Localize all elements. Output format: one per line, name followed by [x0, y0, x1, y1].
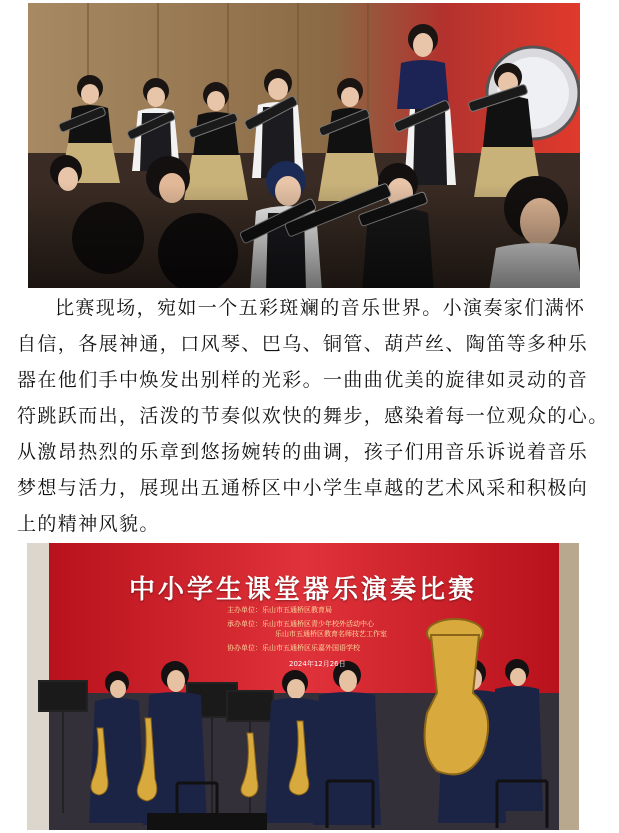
performance-photo-band [27, 543, 579, 830]
banner-date: 2024年12月26日 [289, 660, 346, 668]
paragraph-line: 从激昂热烈的乐章到悠扬婉转的曲调，孩子们用音乐诉说着音乐 [17, 441, 589, 463]
banner-assist-line: 协办单位：乐山市五通桥区乐嘉外国语学校 [227, 644, 360, 652]
competition-banner-title: 中小学生课堂器乐演奏比赛 [128, 575, 477, 605]
paragraph-line: 器在他们手中焕发出别样的光彩。一曲曲优美的旋律如灵动的音 [17, 369, 589, 391]
performance-photo-melodica [28, 3, 580, 288]
melodica-ensemble-image [28, 3, 580, 288]
article-paragraph [17, 290, 609, 542]
paragraph-line: 梦想与活力，展现出五通桥区中小学生卓越的艺术风采和积极向 [17, 477, 589, 499]
paragraph-line: 上的精神风貌。 [17, 513, 160, 535]
banner-sponsor-line: 主办单位：乐山市五通桥区教育局 [227, 606, 332, 614]
paragraph-line: 自信，各展神通，口风琴、巴乌、铜管、葫芦丝、陶笛等多种乐 [17, 333, 589, 355]
paragraph-line: 比赛现场，宛如一个五彩斑斓的音乐世界。小演奏家们满怀 [55, 297, 586, 319]
paragraph-line: 符跳跃而出，活泼的节奏似欢快的舞步，感染着每一位观众的心。 [17, 405, 609, 427]
banner-organizer-line: 乐山市五通桥区教育名师技艺工作室 [275, 630, 387, 638]
banner-organizer-line: 承办单位：乐山市五通桥区青少年校外活动中心 [227, 620, 374, 628]
